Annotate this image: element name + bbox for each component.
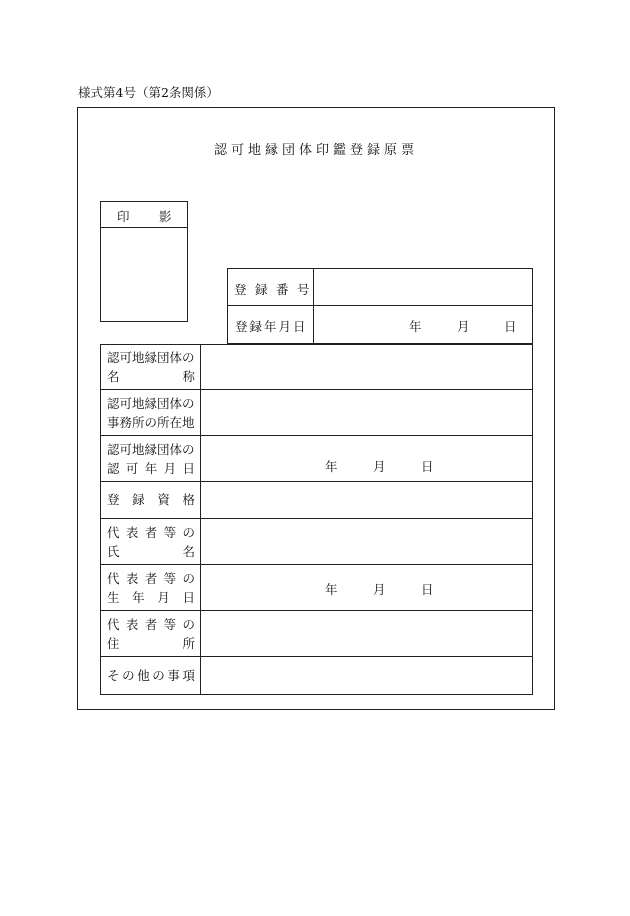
label-char: 登: [107, 492, 120, 507]
label-line: [107, 459, 195, 478]
label-char: 代: [107, 525, 120, 540]
label-char: 者: [144, 617, 158, 632]
label-char: 代: [107, 617, 120, 632]
label-char: 生: [107, 590, 120, 605]
label-char: 等: [163, 525, 177, 540]
organization-name-field[interactable]: [201, 345, 532, 389]
label-line: [107, 367, 195, 386]
label-char: 等: [163, 571, 177, 586]
label-char: 月: [163, 461, 177, 476]
label-char: 名: [107, 369, 120, 384]
reg-number-char: 登: [234, 282, 247, 297]
label-char: そ: [107, 668, 120, 683]
label-char: の: [152, 668, 165, 683]
label-line: 認可地縁団体の: [107, 442, 195, 457]
label-char: 年: [144, 461, 158, 476]
registration-qualification-label: [107, 490, 195, 509]
label-char: 他: [137, 668, 150, 683]
registration-number-field[interactable]: [314, 269, 532, 305]
label-char: 項: [182, 668, 195, 683]
registration-number-row: [228, 269, 532, 306]
representative-birthdate-label: [107, 569, 195, 607]
label-char: の: [182, 571, 195, 586]
birth-year-unit: 年: [325, 582, 338, 597]
label-char: 日: [182, 590, 195, 605]
label-char: 表: [125, 571, 139, 586]
other-matters-field[interactable]: [201, 657, 532, 694]
seal-label-2: 影: [159, 209, 172, 224]
label-char: 等: [163, 617, 177, 632]
approval-day-unit: 日: [421, 459, 434, 474]
reg-day-unit: 日: [504, 319, 517, 334]
approval-month-unit: 月: [373, 459, 386, 474]
label-char: の: [122, 668, 135, 683]
approval-date-label: [107, 440, 195, 478]
label-char: 称: [182, 369, 195, 384]
label-char: 代: [107, 571, 120, 586]
label-char: の: [182, 617, 195, 632]
label-line: [107, 490, 195, 509]
label-char: 名: [182, 544, 195, 559]
other-matters-label: [107, 666, 195, 685]
form-title: 認可地縁団体印鑑登録原票: [213, 143, 418, 158]
registration-qualification-field[interactable]: [201, 482, 532, 518]
label-char: 録: [132, 492, 145, 507]
form-id: 様式第4号（第2条関係）: [78, 85, 219, 100]
registration-date-label: [228, 306, 314, 343]
seal-header: [101, 202, 187, 228]
reg-number-char: 号: [297, 282, 310, 297]
label-line: [107, 634, 195, 653]
representative-name-label: [107, 523, 195, 561]
label-char: 表: [125, 525, 139, 540]
seal-label-1: 印: [117, 209, 130, 224]
label-char: 者: [144, 571, 158, 586]
registration-number-label: [228, 269, 314, 305]
label-line: [107, 615, 195, 634]
reg-year-unit: 年: [409, 319, 422, 334]
representative-name-field[interactable]: [201, 519, 532, 564]
reg-number-char: 番: [276, 282, 289, 297]
reg-number-char: 録: [255, 282, 268, 297]
reg-date-label-text: 登録年月日: [235, 319, 308, 334]
approval-date-field[interactable]: [201, 436, 532, 481]
seal-impression-box[interactable]: [100, 201, 188, 322]
label-line: [107, 569, 195, 588]
representative-birthdate-field[interactable]: [201, 565, 532, 610]
label-char: 所: [182, 636, 195, 651]
representative-address-label: [107, 615, 195, 653]
label-char: 年: [132, 590, 145, 605]
representative-address-field[interactable]: [201, 611, 532, 656]
label-char: 表: [125, 617, 139, 632]
label-line: 認可地縁団体の: [107, 396, 195, 411]
label-char: 資: [157, 492, 170, 507]
label-char: 日: [182, 461, 195, 476]
registration-table: [227, 268, 533, 344]
organization-name-label: [107, 348, 195, 386]
office-address-field[interactable]: [201, 390, 532, 435]
registration-date-row: [228, 306, 532, 343]
label-line: [107, 666, 195, 685]
label-line: [107, 588, 195, 607]
label-line: 事務所の所在地: [107, 415, 195, 430]
label-char: 事: [167, 668, 180, 683]
label-line: [107, 542, 195, 561]
label-char: 氏: [107, 544, 120, 559]
label-char: 可: [125, 461, 139, 476]
label-char: 者: [144, 525, 158, 540]
label-line: [107, 523, 195, 542]
label-char: の: [182, 525, 195, 540]
label-line: 認可地縁団体の: [107, 350, 195, 365]
label-char: 月: [157, 590, 170, 605]
birth-month-unit: 月: [373, 582, 386, 597]
label-char: 住: [107, 636, 120, 651]
label-char: 認: [107, 461, 120, 476]
reg-month-unit: 月: [457, 319, 470, 334]
approval-year-unit: 年: [325, 459, 338, 474]
registration-date-field[interactable]: [314, 306, 532, 343]
label-char: 格: [182, 492, 195, 507]
birth-day-unit: 日: [421, 582, 434, 597]
office-address-label: [107, 394, 195, 432]
